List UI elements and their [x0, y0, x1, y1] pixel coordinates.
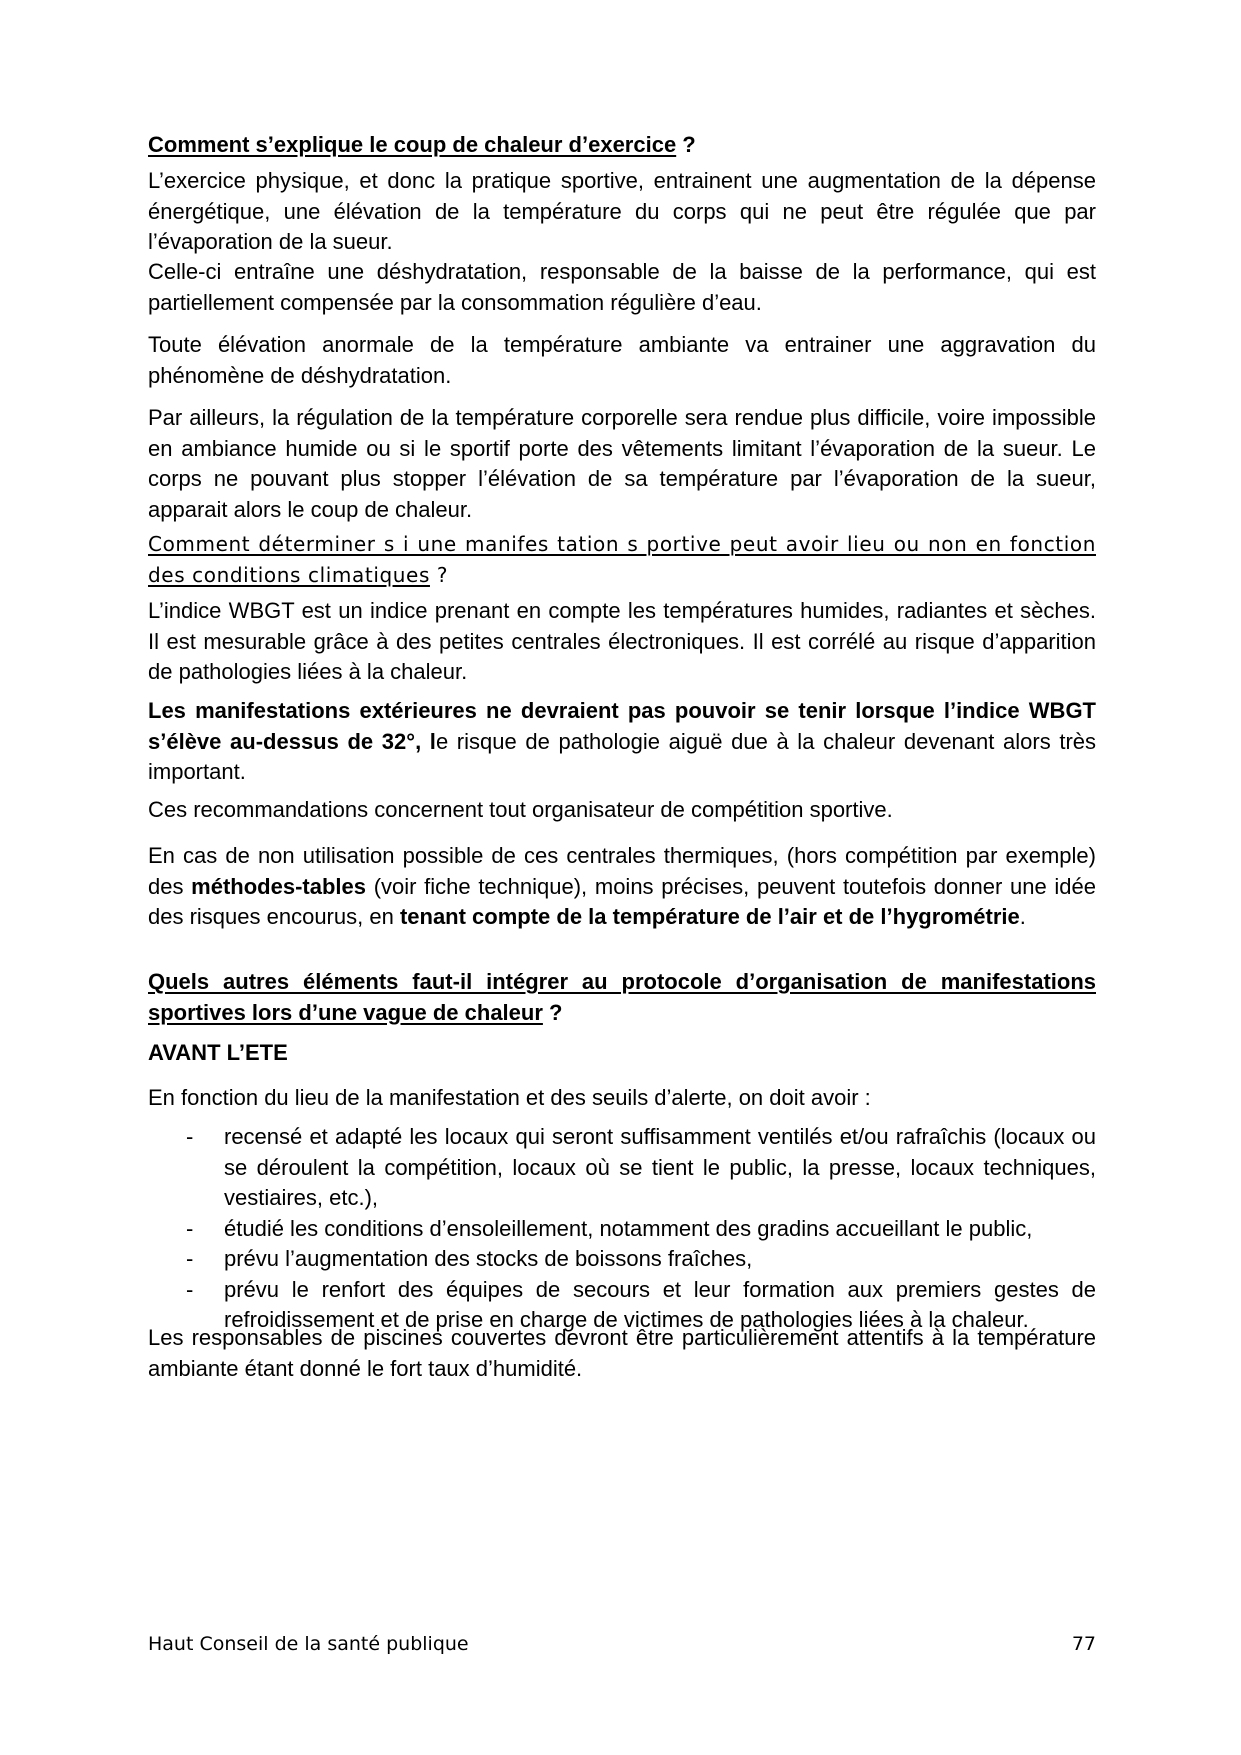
- list-item: - étudié les conditions d’ensoleillement, notamment des gradins accueillant le public,: [186, 1215, 1033, 1241]
- document-page: [148, 0, 1096, 1755]
- section-heading-conditions: Comment déterminer s i une manifes tation s portive peut avoir lieu ou non en fonction des conditions climatiques ?: [148, 532, 1096, 587]
- paragraph: L’indice WBGT est un indice prenant en compte les températures humides, radiantes et sèches. Il est mesurable grâce à des petites centrales électroniques. Il est corrélé au risque d’apparition de pathologies liées à la chaleur.: [148, 598, 1096, 684]
- paragraph: En fonction du lieu de la manifestation et des seuils d’alerte, on doit avoir :: [148, 1085, 871, 1110]
- list-item: - recensé et adapté les locaux qui seront suffisamment ventilés et/ou rafraîchis (locaux ou se déroulent la compétition, locaux où se tient le public, la presse, locaux techniques, vestiaires, etc.),: [186, 1124, 1096, 1210]
- list-item: - prévu le renfort des équipes de secours et leur formation aux premiers gestes de refroidissement et de prise en charge de victimes de pathologies liées à la chaleur.: [186, 1276, 1096, 1332]
- paragraph: Ces recommandations concernent tout organisateur de compétition sportive.: [148, 797, 893, 822]
- paragraph: Par ailleurs, la régulation de la température corporelle sera rendue plus difficile, voire impossible en ambiance humide ou si le sportif porte des vêtements limitant l’évaporation de la sueur. Le corps ne pouvant plus stopper l’élévation de sa température par l’évaporation de la sueur, apparait alors le coup de chaleur.: [148, 405, 1096, 522]
- paragraph: Les manifestations extérieures ne devraient pas pouvoir se tenir lorsque l’indice WBGT s’élève au-dessus de 32°, le risque de pathologie aiguë due à la chaleur devenant alors très important.: [148, 698, 1097, 784]
- paragraph: En cas de non utilisation possible de ces centrales thermiques, (hors compétition par exemple) des méthodes-tables (voir fiche technique), moins précises, peuvent toutefois donner une idée des risques encourus, en tenant compte de la température de l’air et de l’hygrométrie.: [148, 843, 1096, 929]
- section-heading-protocol: Quels autres éléments faut-il intégrer au protocole d’organisation de manifestations sportives lors d’une vague de chaleur ?: [148, 969, 1096, 1025]
- paragraph: L’exercice physique, et donc la pratique sportive, entrainent une augmentation de la dépense énergétique, une élévation de la température du corps qui ne peut être régulée que par l’évaporation de la sueur.: [148, 168, 1096, 254]
- footer-organization: Haut Conseil de la santé publique: [148, 1633, 469, 1655]
- paragraph: Toute élévation anormale de la température ambiante va entrainer une aggravation du phénomène de déshydratation.: [148, 332, 1096, 388]
- paragraph: Celle-ci entraîne une déshydratation, responsable de la baisse de la performance, qui est partiellement compensée par la consommation régulière d’eau.: [148, 259, 1096, 315]
- checklist: [148, 1122, 1096, 1336]
- page-number: 77: [1071, 1633, 1096, 1655]
- subheading-before-summer: AVANT L’ETE: [148, 1040, 288, 1065]
- section-heading-heatstroke: Comment s’explique le coup de chaleur d’exercice ?: [148, 132, 696, 157]
- list-item: - prévu l’augmentation des stocks de boissons fraîches,: [186, 1246, 753, 1271]
- paragraph: Les responsables de piscines couvertes devront être particulièrement attentifs à la température ambiante étant donné le fort taux d’humidité.: [148, 1325, 1096, 1381]
